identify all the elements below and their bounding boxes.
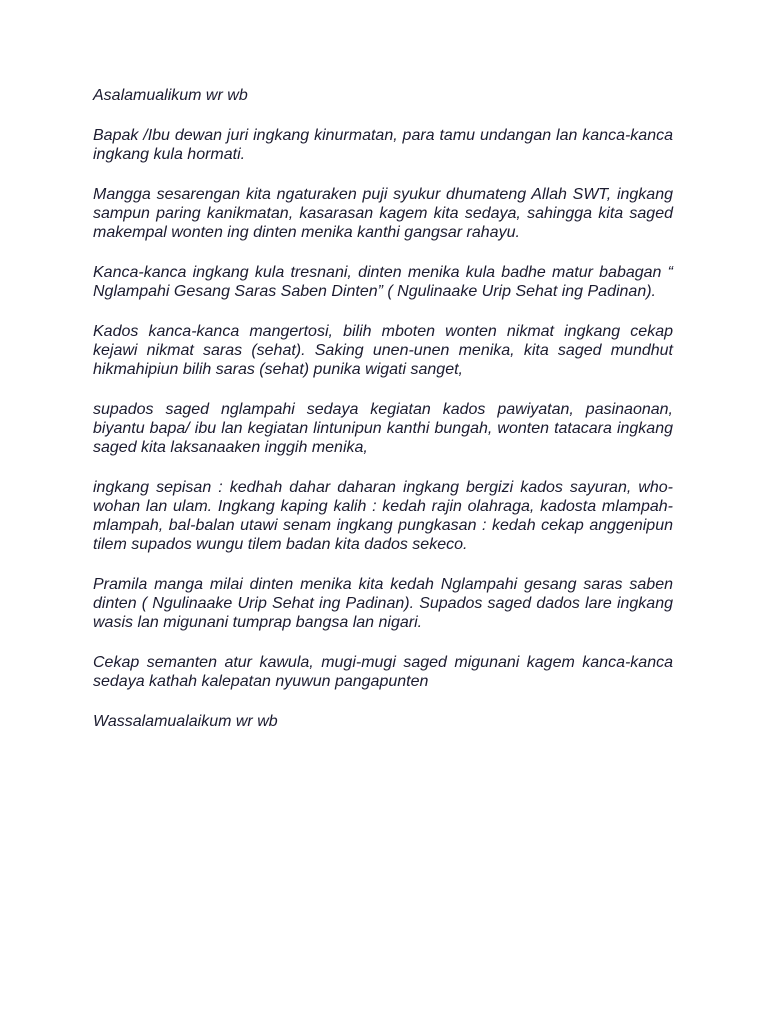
paragraph-steps: ingkang sepisan : kedhah dahar daharan ingkang bergizi kados sayuran, who-wohan lan ulam. Ingkang kaping kalih : kedah rajin olahraga, kadosta mlampah-mlampah, bal-balan utawi senam ingkang pungkasan : kedah cekap anggenipun tilem supados wungu tilem badan kita dados sekeco. xyxy=(93,479,673,553)
paragraph-health-blessing: Kados kanca-kanca mangertosi, bilih mboten wonten nikmat ingkang cekap kejawi nikmat saras (sehat). Saking unen-unen menika, kita saged mundhut hikmahipiun bilih saras (sehat) punika wigati sanget, xyxy=(93,323,673,378)
document-page xyxy=(93,86,673,752)
paragraph-closing: Cekap semanten atur kawula, mugi-mugi saged migunani kagem kanca-kanca sedaya kathah kalepatan nyuwun pangapunten xyxy=(93,654,673,690)
paragraph-activities: supados saged nglampahi sedaya kegiatan kados pawiyatan, pasinaonan, biyantu bapa/ ibu lan kegiatan lintunipun kanthi bungah, wonten tatacara ingkang saged kita laksanaaken inggih menika, xyxy=(93,401,673,456)
paragraph-topic: Kanca-kanca ingkang kula tresnani, dinten menika kula badhe matur babagan “ Nglampahi Gesang Saras Saben Dinten” ( Ngulinaake Urip Sehat ing Padinan). xyxy=(93,264,673,300)
greeting-closing: Wassalamualaikum wr wb xyxy=(93,713,278,730)
paragraph-salutation: Bapak /Ibu dewan juri ingkang kinurmatan, para tamu undangan lan kanca-kanca ingkang kula hormati. xyxy=(93,127,673,163)
greeting-opening: Asalamualikum wr wb xyxy=(93,87,248,104)
paragraph-call-to-action: Pramila manga milai dinten menika kita kedah Nglampahi gesang saras saben dinten ( Ngulinaake Urip Sehat ing Padinan). Supados saged dados lare ingkang wasis lan migunani tumprap bangsa lan nigari. xyxy=(93,576,673,631)
paragraph-gratitude: Mangga sesarengan kita ngaturaken puji syukur dhumateng Allah SWT, ingkang sampun paring kanikmatan, kasarasan kagem kita sedaya, sahingga kita saged makempal wonten ing dinten menika kanthi gangsar rahayu. xyxy=(93,186,673,241)
